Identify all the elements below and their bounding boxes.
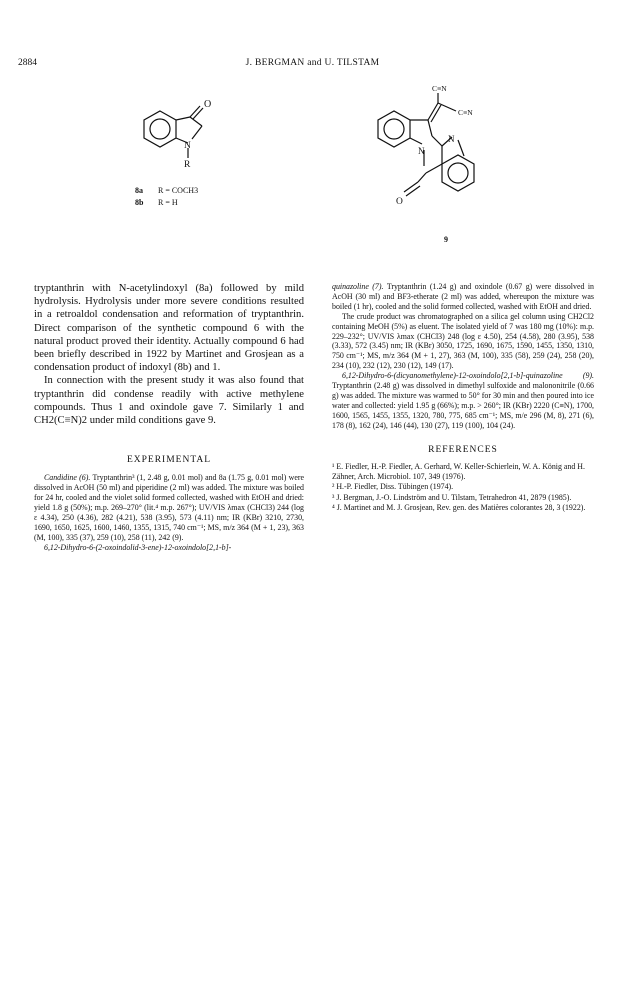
entry-body: Tryptanthrin³ (1, 2.48 g, 0.01 mol) and 8a (1.75 g, 0.01 mol) were dissolved in AcOH (50 ml) and piperidine (2 ml) was added. The mixture was boiled for 24 hr, cooled and the violet solid formed collected, washed with EtOH and dried: yield 1.8 g (50%); m.p. 269–270° (lit.⁴ m.p. 267°); UV/VIS λmax (CHCl3) 244 (log ε 4.34), 250 (4.36), 282 (4.21), 538 (3.95), 573 (4.11) nm; IR (KBr) 3210, 2730, 1690, 1650, 1625, 1600, 1460, 1355, 1315, 740 cm⁻¹; MS, m/z 364 (M + 1, 23), 363 (M, 100), 335 (37), 259 (10), 258 (11), 242 (9). — [34, 473, 304, 542]
entry-title: Candidine (6). — [44, 473, 91, 483]
entry-title: 6,12-Dihydro-6-(2-oxoindolid-3-ene)-12-oxoindolo[2,1-b]- — [44, 542, 232, 552]
compound-8a-definition: R = COCH3 — [158, 186, 199, 195]
compound-8b-label: 8b — [135, 198, 144, 207]
left-column — [34, 282, 304, 552]
indoxyl-structure — [130, 95, 270, 217]
compound-8a-label: 8a — [135, 186, 143, 195]
cyano-group-right: C≡N — [458, 108, 473, 117]
oxygen-label: O — [396, 197, 403, 207]
nitrogen-right-label: N — [448, 134, 455, 144]
experimental-entry-7-title — [34, 543, 304, 553]
compound-9-label: 9 — [444, 235, 448, 244]
body-paragraph: In connection with the present study it was also found that tryptanthrin did condense readily with active methylene compounds. Thus 1 and oxindole gave 7. Similarly 1 and CH2(C≡N)2 under mild conditions gave 9. — [34, 375, 304, 427]
experimental-entry-7 — [332, 282, 594, 312]
reference-item: ² H.-P. Fiedler, Diss. Tübingen (1974). — [332, 482, 454, 491]
dicyanomethylene-structure — [362, 82, 522, 244]
nitrogen-label: N — [184, 141, 191, 151]
nitrogen-left-label: N — [418, 146, 425, 156]
reference-item: ¹ E. Fiedler, H.-P. Fiedler, A. Gerhard, W. Keller-Schierlein, W. A. König and H. Zähner, Arch. Microbiol. 107, 349 (1976). — [332, 461, 585, 481]
entry-body: Tryptanthrin (1.24 g) and oxindole (0.67 g) were dissolved in AcOH (30 ml) and BF3-etherate (2 ml) was added, whereupon the mixture was boiled (1 hr), cooled and the solid formed collected, washed with EtOH and dried. — [332, 282, 595, 311]
right-column — [332, 282, 594, 514]
experimental-entry-9 — [332, 371, 594, 430]
body-paragraph: tryptanthrin with N-acetylindoxyl (8a) followed by mild hydrolysis. Hydrolysis under more severe conditions resulted in a retroaldol condensation and reformation of tryptanthrin. Direct comparison of the synthetic compound 6 with the natural product proved their identity. Actually compound 6 had been briefly described in 1922 by Martinet and Grosjean as a condensation product of indoxyl (8b) and 1. — [34, 283, 304, 374]
page-number: 2884 — [18, 58, 37, 68]
entry-title: quinazoline (7). — [332, 282, 384, 291]
experimental-entry-candidine — [34, 473, 304, 542]
experimental-entry-7-continued: The crude product was chromatographed on a silica gel column using CH2Cl2 containing MeOH (5%) as eluent. The isolated yield of 7 was 180 mg (10%): m.p. 229–232°; UV/VIS λmax (CHCl3) 248 (log ε 4.50), 254 (4.58), 280 (3.95), 538 (3.33), 572 (3.45) nm; IR (KBr) 3050, 1725, 1690, 1675, 1590, 1455, 1350, 1310, 750 cm⁻¹; MS, m/z 364 (M + 1, 27), 363 (M, 100), 335 (58), 259 (24), 258 (20), 234 (10), 232 (12), 230 (12), 149 (17). — [332, 311, 594, 371]
entry-body: Tryptanthrin (2.48 g) was dissolved in dimethyl sulfoxide and malononitrile (0.66 g) was added. The mixture was warmed to 50° for 30 min and then poured into ice water and collected: yield 1.95 g (66%); m.p. > 260°; IR (KBr) 2220 (C≡N), 1700, 1600, 1565, 1455, 1355, 1320, 780, 775, 685 cm⁻¹; MS, m/e 296 (M, 8), 271 (6), 178 (8), 162 (24), 146 (44), 130 (27), 119 (100), 104 (24). — [332, 381, 594, 430]
experimental-heading: EXPERIMENTAL — [126, 455, 212, 466]
reference-item: ³ J. Bergman, J.-O. Lindström and U. Tilstam, Tetrahedron 41, 2879 (1985). — [332, 492, 572, 502]
r-substituent-label: R — [184, 160, 191, 170]
cyano-group-top: C≡N — [432, 84, 447, 93]
entry-title: 6,12-Dihydro-6-(dicyanomethylene)-12-oxoindolo[2,1-b]-quinazoline (9). — [342, 371, 594, 381]
references-heading: REFERENCES — [428, 444, 498, 455]
compound-8b-definition: R = H — [158, 198, 178, 207]
running-head: J. BERGMAN and U. TILSTAM — [245, 58, 380, 68]
reference-item: ⁴ J. Martinet and M. J. Grosjean, Rev. gen. des Matières colorantes 28, 3 (1922). — [332, 503, 586, 512]
oxygen-label: O — [204, 99, 212, 110]
